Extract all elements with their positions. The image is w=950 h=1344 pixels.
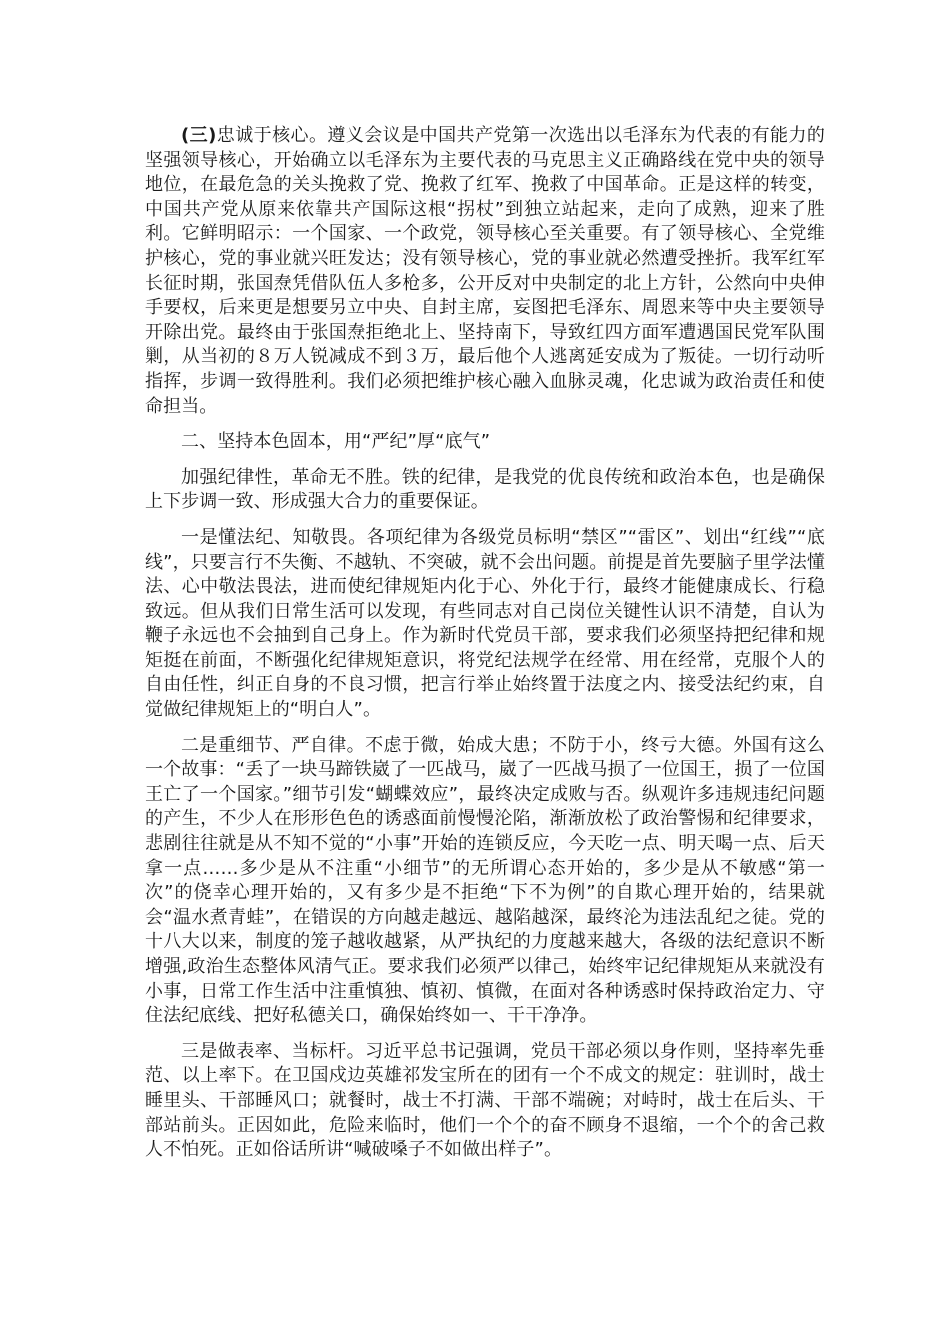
paragraph-point-one: 一是懂法纪、知敬畏。各项纪律为各级党员标明“禁区”“雷区”、划出“红线”“底线”，只要言行不失衡、不越轨、不突破，就不会出问题。前提是首先要脑子里学法懂法、心中敬法畏法，进而使纪律规矩内化于心、外化于行，最终才能健康成长、行稳致远。但从我们日常生活可以发现，有些同志对自己岗位关键性认识不清楚，自认为鞭子永远也不会抽到自己身上。作为新时代党员干部，要求我们必须坚持把纪律和规矩挺在前面，不断强化纪律规矩意识，将党纪法规学在经常、用在经常，克服个人的自由任性，纠正自身的不良习惯，把言行举止始终置于法度之内、接受法纪约束，自觉做纪律规矩上的“明白人”。 bbox=[145, 526, 825, 721]
section-heading: 二、坚持本色固本，用“严纪”厚“底气” bbox=[181, 431, 491, 453]
section-number: (三) bbox=[181, 125, 217, 146]
paragraph-loyalty-to-core bbox=[145, 124, 825, 419]
paragraph-text: 忠诚于核心。遵义会议是中国共产党第一次选出以毛泽东为代表的有能力的坚强领导核心，开始确立以毛泽东为主要代表的马克思主义正确路线在党中央的领导地位，在最危急的关头挽救了党、挽救了红军、挽救了中国革命。正是这样的转变，中国共产党从原来依靠共产国际这根“拐杖”到独立站起来，走向了成熟，迎来了胜利。它鲜明昭示：一个国家、一个政党，领导核心至关重要。有了领导核心、全党维护核心，党的事业就兴旺发达；没有领导核心，党的事业就必然遭受挫折。我军红军长征时期，张国焘凭借队伍人多枪多，公开反对中央制定的北上方针，公然向中央伸手要权，后来更是想要另立中央、自封主席，妄图把毛泽东、周恩来等中央主要领导开除出党。最终由于张国焘拒绝北上、坚持南下，导致红四方面军遭遇国民党军队围剿，从当初的８万人锐减成不到３万，最后他个人逃离延安成为了叛徒。一切行动听指挥，步调一致得胜利。我们必须把维护核心融入血脉灵魂，化忠诚为政治责任和使命担当。 bbox=[145, 125, 825, 417]
paragraph-point-three: 三是做表率、当标杆。习近平总书记强调，党员干部必须以身作则，坚持率先垂范、以上率下。在卫国戍边英雄祁发宝所在的团有一个不成文的规定：驻训时，战士睡里头、干部睡风口；就餐时，战士不打满、干部不端碗；对峙时，战士在后头、干部站前头。正因如此，危险来临时，他们一个个的奋不顾身不退缩，一个个的舍己救人不怕死。正如俗话所讲“喊破嗓子不如做出样子”。 bbox=[145, 1040, 825, 1161]
document-body bbox=[145, 124, 825, 1174]
paragraph-discipline-intro: 加强纪律性，革命无不胜。铁的纪律，是我党的优良传统和政治本色，也是确保上下步调一致、形成强大合力的重要保证。 bbox=[145, 466, 825, 513]
paragraph-point-two: 二是重细节、严自律。不虑于微，始成大患；不防于小，终亏大德。外国有这么一个故事：“丢了一块马蹄铁崴了一匹战马，崴了一匹战马损了一位国王，损了一位国王亡了一个国家。”细节引发“蝴蝶效应”，最终决定成败与否。纵观许多违规违纪问题的产生，不少人在形形色色的诱惑面前慢慢沦陷，渐渐放松了政治警惕和纪律要求，悲剧往往就是从不知不觉的“小事”开始的连锁反应，今天吃一点、明天喝一点、后天拿一点……多少是从不注重“小细节”的无所谓心态开始的，多少是从不敏感“第一次”的侥幸心理开始的，又有多少是不拒绝“下不为例”的自欺心理开始的，结果就会“温水煮青蛙”，在错误的方向越走越远、越陷越深，最终沦为违法乱纪之徒。党的十八大以来，制度的笼子越收越紧，从严执纪的力度越来越大，各级的法纪意识不断增强,政治生态整体风清气正。要求我们必须严以律己，始终牢记纪律规矩从来就没有小事，日常工作生活中注重慎独、慎初、慎微，在面对各种诱惑时保持政治定力、守住法纪底线、把好私德关口，确保始终如一、干干净净。 bbox=[145, 734, 825, 1027]
